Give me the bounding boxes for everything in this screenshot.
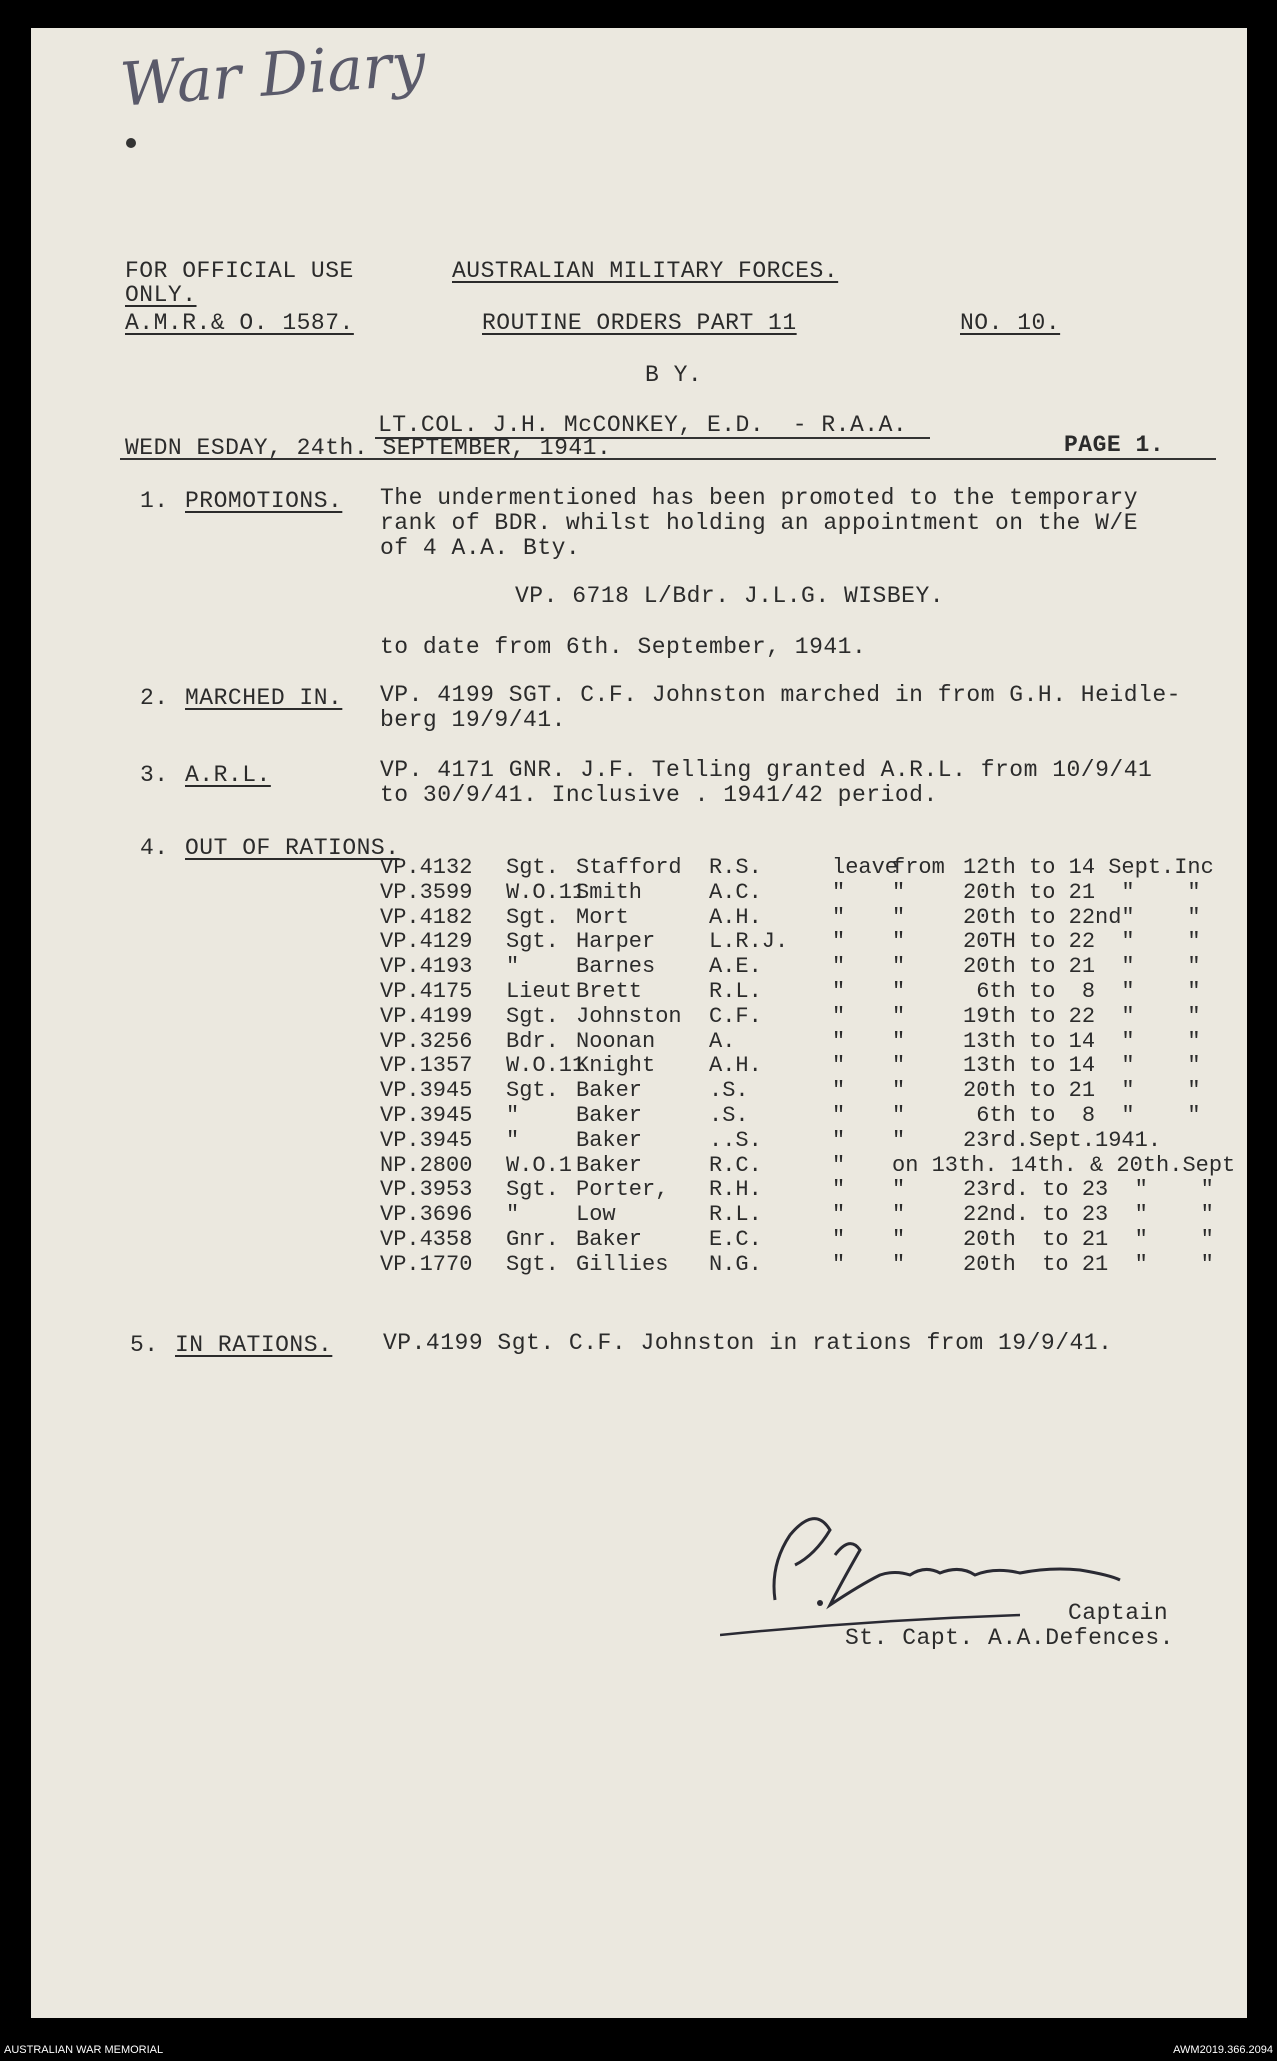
rations-leave-from: on 13th. 14th. & 20th.Sept <box>892 1152 1236 1178</box>
rations-service-number: VP.3945 <box>380 1102 473 1128</box>
rations-service-number: VP.1770 <box>380 1251 473 1277</box>
rations-rank: Gnr. <box>506 1226 559 1252</box>
rations-leave-type: leave <box>832 855 899 880</box>
rations-service-number: VP.3945 <box>380 1127 473 1153</box>
section-4-number: 4. <box>140 835 169 861</box>
rations-leave-dates: 6th to 8 " " <box>963 1102 1201 1128</box>
rations-service-number: VP.4175 <box>380 978 473 1004</box>
rations-initials: A.C. <box>709 879 762 905</box>
rations-leave-type: " <box>832 929 846 955</box>
rations-surname: Low <box>576 1202 616 1228</box>
rations-initials: N.G. <box>709 1251 762 1277</box>
amr-reference: A.M.R.& O. 1587. <box>125 310 354 336</box>
rations-service-number: VP.3256 <box>380 1028 473 1054</box>
footer-source: AUSTRALIAN WAR MEMORIAL <box>4 2044 164 2056</box>
section-3-number: 3. <box>140 762 169 788</box>
rations-leave-dates: 20th to 21 " " <box>963 1226 1214 1252</box>
rations-surname: Brett <box>576 978 643 1004</box>
rations-service-number: VP.1357 <box>380 1053 473 1079</box>
rations-surname: Porter, <box>576 1177 669 1203</box>
rations-leave-from: " <box>892 978 906 1004</box>
rations-service-number: VP.4199 <box>380 1003 473 1029</box>
rations-leave-from: " <box>892 1053 906 1079</box>
organisation-title: AUSTRALIAN MILITARY FORCES. <box>452 258 839 284</box>
only-label: ONLY. <box>125 282 197 308</box>
rations-leave-from: " <box>892 1028 906 1054</box>
rations-initials: R.S. <box>709 855 762 880</box>
rations-leave-type: " <box>832 1053 846 1079</box>
rations-service-number: VP.3953 <box>380 1177 473 1203</box>
rations-initials: C.F. <box>709 1003 762 1029</box>
section-3-line-2: to 30/9/41. Inclusive . 1941/42 period. <box>380 782 938 808</box>
rations-initials: .S. <box>709 1078 749 1104</box>
rations-leave-dates: 13th to 14 " " <box>963 1053 1201 1079</box>
rations-surname: Noonan <box>576 1028 656 1054</box>
rations-rank: Sgt. <box>506 1177 559 1203</box>
rations-service-number: VP.3945 <box>380 1078 473 1104</box>
rations-surname: Stafford <box>576 855 682 880</box>
rations-initials: R.C. <box>709 1152 762 1178</box>
rations-surname: Baker <box>576 1226 643 1252</box>
section-3-line-1: VP. 4171 GNR. J.F. Telling granted A.R.L. from 10/9/41 <box>380 757 1153 783</box>
rations-service-number: VP.4182 <box>380 904 473 930</box>
order-number: NO. 10. <box>960 310 1061 336</box>
header-rule <box>120 458 1216 460</box>
issuing-officer: LT.COL. J.H. McCONKEY, E.D. - R.A.A. <box>378 412 908 438</box>
rations-leave-type: " <box>832 1226 846 1252</box>
section-1-line-1: The undermentioned has been promoted to the temporary <box>380 485 1139 511</box>
rations-leave-from: " <box>892 1226 906 1252</box>
rations-initials: A.H. <box>709 1053 762 1079</box>
rations-leave-type: " <box>832 1127 846 1153</box>
rations-surname: Baker <box>576 1102 643 1128</box>
rations-service-number: NP.2800 <box>380 1152 473 1178</box>
section-2-number: 2. <box>140 685 169 711</box>
section-4-title: OUT OF RATIONS. <box>185 835 400 861</box>
rations-initials: L.R.J. <box>709 929 789 955</box>
rations-leave-dates: 20th to 21 " " <box>963 1078 1201 1104</box>
section-5-title: IN RATIONS. <box>175 1332 333 1358</box>
rations-rank: " <box>506 1202 520 1228</box>
rations-leave-from: " <box>892 1102 906 1128</box>
footer-accession: AWM2019.366.2094 <box>1173 2044 1273 2056</box>
section-5-line: VP.4199 Sgt. C.F. Johnston in rations from 19/9/41. <box>383 1330 1113 1356</box>
rations-leave-dates: 22nd. to 23 " " <box>963 1202 1214 1228</box>
rations-service-number: VP.3599 <box>380 879 473 905</box>
rations-leave-from: " <box>892 1202 906 1228</box>
rations-rank: Sgt. <box>506 929 559 955</box>
rations-service-number: VP.4132 <box>380 855 473 880</box>
official-use-label: FOR OFFICIAL USE <box>125 258 354 284</box>
rations-rank: Lieut <box>506 978 573 1004</box>
rations-rank: Sgt. <box>506 855 559 880</box>
rations-initials: R.L. <box>709 1202 762 1228</box>
rations-rank: Sgt. <box>506 904 559 930</box>
rations-leave-type: " <box>832 1028 846 1054</box>
rations-leave-from: " <box>892 1127 906 1153</box>
rations-leave-from: " <box>892 1078 906 1104</box>
promotion-date: to date from 6th. September, 1941. <box>380 634 867 660</box>
rations-leave-type: " <box>832 1003 846 1029</box>
rations-leave-dates: 19th to 22 " " <box>963 1003 1201 1029</box>
rations-service-number: VP.4129 <box>380 929 473 955</box>
rations-rank: W.O.1 <box>506 1152 573 1178</box>
by-label: B Y. <box>645 362 703 388</box>
rations-surname: Mort <box>576 904 629 930</box>
rations-rank: Sgt. <box>506 1003 559 1029</box>
rations-leave-dates: 20th to 21 " " <box>963 954 1201 980</box>
section-1-line-2: rank of BDR. whilst holding an appointment on the W/E <box>380 510 1139 536</box>
signatory-role: St. Capt. A.A.Defences. <box>845 1625 1174 1651</box>
section-2-line-2: berg 19/9/41. <box>380 707 566 733</box>
rations-initials: R.H. <box>709 1177 762 1203</box>
rations-initials: .S. <box>709 1102 749 1128</box>
rations-surname: Baker <box>576 1152 643 1178</box>
section-1-number: 1. <box>140 488 169 514</box>
rations-leave-from: " <box>892 879 906 905</box>
rations-leave-type: " <box>832 1102 846 1128</box>
rations-leave-dates: 13th to 14 " " <box>963 1028 1201 1054</box>
rations-leave-dates: 20th to 21 " " <box>963 879 1201 905</box>
section-1-line-3: of 4 A.A. Bty. <box>380 535 581 561</box>
section-2-line-1: VP. 4199 SGT. C.F. Johnston marched in from G.H. Heidle- <box>380 682 1181 708</box>
rations-leave-dates: 20th to 22nd" " <box>963 904 1201 930</box>
rations-leave-dates: 6th to 8 " " <box>963 978 1201 1004</box>
rations-leave-type: " <box>832 1177 846 1203</box>
rations-leave-from: from <box>892 855 945 880</box>
signatory-rank: Captain <box>1068 1600 1169 1626</box>
rations-leave-type: " <box>832 904 846 930</box>
page-number: PAGE 1. <box>1064 432 1165 458</box>
rations-rank: Sgt. <box>506 1078 559 1104</box>
ink-mark <box>126 138 136 148</box>
rations-leave-dates: 20TH to 22 " " <box>963 929 1201 955</box>
rations-leave-type: " <box>832 1078 846 1104</box>
rations-surname: Smith <box>576 879 643 905</box>
rations-rank: W.O.11 <box>506 1053 586 1079</box>
rations-leave-from: " <box>892 954 906 980</box>
rations-leave-dates: 12th to 14 Sept.Inc <box>963 855 1214 880</box>
order-date: WEDN ESDAY, 24th. SEPTEMBER, 1941. <box>125 435 612 461</box>
rations-surname: Harper <box>576 929 656 955</box>
rations-leave-from: " <box>892 929 906 955</box>
routine-orders-title: ROUTINE ORDERS PART 11 <box>482 310 797 336</box>
section-2-title: MARCHED IN. <box>185 685 343 711</box>
rations-leave-dates: 23rd.Sept.1941. <box>963 1127 1162 1153</box>
rations-rank: W.O.11 <box>506 879 586 905</box>
rations-initials: E.C. <box>709 1226 762 1252</box>
rations-leave-type: " <box>832 1202 846 1228</box>
rations-rank: " <box>506 1102 520 1128</box>
rations-initials: ..S. <box>709 1127 762 1153</box>
rations-surname: Barnes <box>576 954 656 980</box>
rations-leave-from: " <box>892 904 906 930</box>
rations-leave-from: " <box>892 1177 906 1203</box>
section-5-number: 5. <box>130 1332 159 1358</box>
rations-rank: " <box>506 1127 520 1153</box>
handwritten-note: War Diary <box>117 29 428 121</box>
rations-initials: A.H. <box>709 904 762 930</box>
rations-leave-type: " <box>832 879 846 905</box>
rations-service-number: VP.3696 <box>380 1202 473 1228</box>
rations-initials: A. <box>709 1028 736 1054</box>
rations-leave-type: " <box>832 978 846 1004</box>
rations-leave-type: " <box>832 954 846 980</box>
rations-surname: Knight <box>576 1053 656 1079</box>
rations-surname: Baker <box>576 1127 643 1153</box>
rations-service-number: VP.4358 <box>380 1226 473 1252</box>
section-1-title: PROMOTIONS. <box>185 488 343 514</box>
rations-leave-from: " <box>892 1003 906 1029</box>
rations-leave-dates: 20th to 21 " " <box>963 1251 1214 1277</box>
rations-initials: R.L. <box>709 978 762 1004</box>
rations-leave-dates: 23rd. to 23 " " <box>963 1177 1214 1203</box>
rations-surname: Baker <box>576 1078 643 1104</box>
section-3-title: A.R.L. <box>185 762 271 788</box>
rations-leave-type: " <box>832 1152 846 1178</box>
rations-rank: Sgt. <box>506 1251 559 1277</box>
rations-service-number: VP.4193 <box>380 954 473 980</box>
rations-surname: Johnston <box>576 1003 682 1029</box>
rations-surname: Gillies <box>576 1251 669 1277</box>
rations-initials: A.E. <box>709 954 762 980</box>
rations-rank: Bdr. <box>506 1028 559 1054</box>
rations-leave-from: " <box>892 1251 906 1277</box>
rations-rank: " <box>506 954 520 980</box>
rations-leave-type: " <box>832 1251 846 1277</box>
promoted-member: VP. 6718 L/Bdr. J.L.G. WISBEY. <box>515 583 945 609</box>
